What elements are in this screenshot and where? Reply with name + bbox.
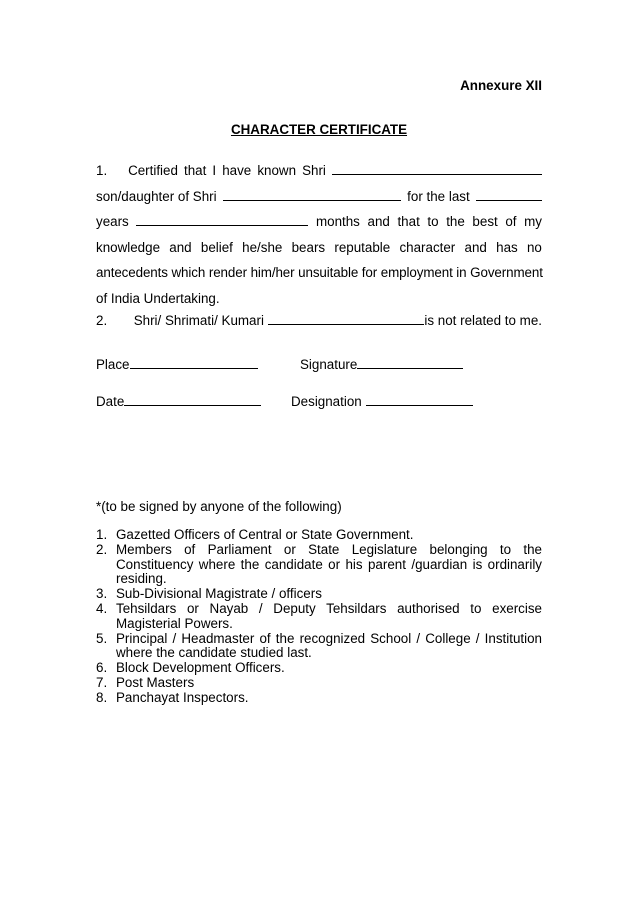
list-number: 4. xyxy=(96,600,108,616)
para1-word: no xyxy=(526,239,542,255)
list-item xyxy=(96,602,542,632)
para1-word: reputable xyxy=(334,239,391,255)
parent-name-blank[interactable] xyxy=(223,188,401,201)
list-number: 5. xyxy=(96,630,108,646)
signature-label: Signature xyxy=(300,357,358,372)
para1-word: and xyxy=(169,239,192,255)
para1-word: he/she xyxy=(242,239,283,255)
para1-word: have xyxy=(222,163,252,178)
signing-note: *(to be signed by anyone of the following) xyxy=(96,499,342,514)
list-text: Block Development Officers. xyxy=(116,660,285,676)
place-field xyxy=(96,356,258,372)
date-label: Date xyxy=(96,394,125,409)
para1-line-2 xyxy=(96,184,542,210)
signatory-list xyxy=(96,528,542,706)
para1-number: 1. xyxy=(96,163,108,178)
list-text: Sub-Divisional Magistrate / officers xyxy=(116,586,322,602)
para1-word: knowledge xyxy=(96,239,161,255)
para1-word: known xyxy=(257,163,297,178)
para1-word: to xyxy=(427,214,439,229)
para2-number: 2. xyxy=(96,313,108,328)
signature-field xyxy=(300,356,463,372)
signature-blank[interactable] xyxy=(357,356,463,369)
date-field xyxy=(96,393,261,409)
para1-word: of xyxy=(505,214,517,229)
list-text: Gazetted Officers of Central or State Government. xyxy=(116,527,414,542)
document-title: CHARACTER CERTIFICATE xyxy=(230,122,408,137)
list-number: 2. xyxy=(96,541,108,557)
place-blank[interactable] xyxy=(130,356,258,369)
para1-word: that xyxy=(397,214,420,229)
para1-word: that xyxy=(184,163,207,178)
para1-word: Certified xyxy=(128,163,178,178)
list-item xyxy=(96,528,542,543)
list-item xyxy=(96,632,542,662)
para1-text: for the last xyxy=(407,188,470,204)
designation-field xyxy=(291,393,473,409)
date-blank[interactable] xyxy=(124,393,261,406)
paragraph-2 xyxy=(96,312,542,328)
para1-line-6: of India Undertaking. xyxy=(96,290,220,306)
paragraph-1 xyxy=(96,158,542,311)
para2-prefix: Shri/ Shrimati/ Kumari xyxy=(133,313,264,328)
years-blank[interactable] xyxy=(136,213,308,226)
list-item xyxy=(96,691,542,706)
duration-blank[interactable] xyxy=(476,188,542,201)
para1-line-3 xyxy=(96,209,542,235)
para1-text: years xyxy=(96,214,129,229)
para1-word: has xyxy=(496,239,518,255)
list-number: 7. xyxy=(96,674,108,690)
para1-line-4 xyxy=(96,235,542,261)
list-item xyxy=(96,587,542,602)
list-number: 1. xyxy=(96,527,108,542)
para1-word: belief xyxy=(200,239,233,255)
list-text: Tehsildars or Nayab / Deputy Tehsildars authorised to exercise Magisterial Powers. xyxy=(116,600,542,631)
designation-label: Designation xyxy=(291,394,362,409)
para1-word: months xyxy=(315,214,360,229)
para1-word: best xyxy=(472,214,498,229)
para2-suffix: is not related to me. xyxy=(424,313,542,328)
list-text: Panchayat Inspectors. xyxy=(116,689,249,705)
para1-word: character xyxy=(399,239,456,255)
para1-word: and xyxy=(367,214,390,229)
para1-word: and xyxy=(464,239,487,255)
list-item xyxy=(96,661,542,676)
list-number: 8. xyxy=(96,689,108,705)
list-number: 3. xyxy=(96,586,108,602)
para1-word: I xyxy=(212,163,217,178)
related-name-blank[interactable] xyxy=(268,312,425,325)
list-item xyxy=(96,543,542,587)
para1-word: Shri xyxy=(302,163,326,178)
designation-blank[interactable] xyxy=(366,393,473,406)
para1-word: the xyxy=(446,214,465,229)
para1-line-1 xyxy=(96,158,542,184)
para1-word: my xyxy=(524,214,542,229)
para1-line-5: antecedents which render him/her unsuitable for employment in Government xyxy=(96,265,543,280)
para1-word: bears xyxy=(291,239,326,255)
list-text: Principal / Headmaster of the recognized School / College / Institution where the candidate studied last. xyxy=(116,630,542,661)
annexure-label: Annexure XII xyxy=(460,78,542,93)
list-item xyxy=(96,676,542,691)
para1-text: son/daughter of Shri xyxy=(96,188,217,204)
known-name-blank[interactable] xyxy=(332,162,542,175)
list-text: Post Masters xyxy=(116,674,195,690)
list-text: Members of Parliament or State Legislature belonging to the Constituency where the candidate or his parent /guardian is ordinarily residing. xyxy=(116,541,542,587)
list-number: 6. xyxy=(96,660,108,676)
place-label: Place xyxy=(96,357,130,372)
